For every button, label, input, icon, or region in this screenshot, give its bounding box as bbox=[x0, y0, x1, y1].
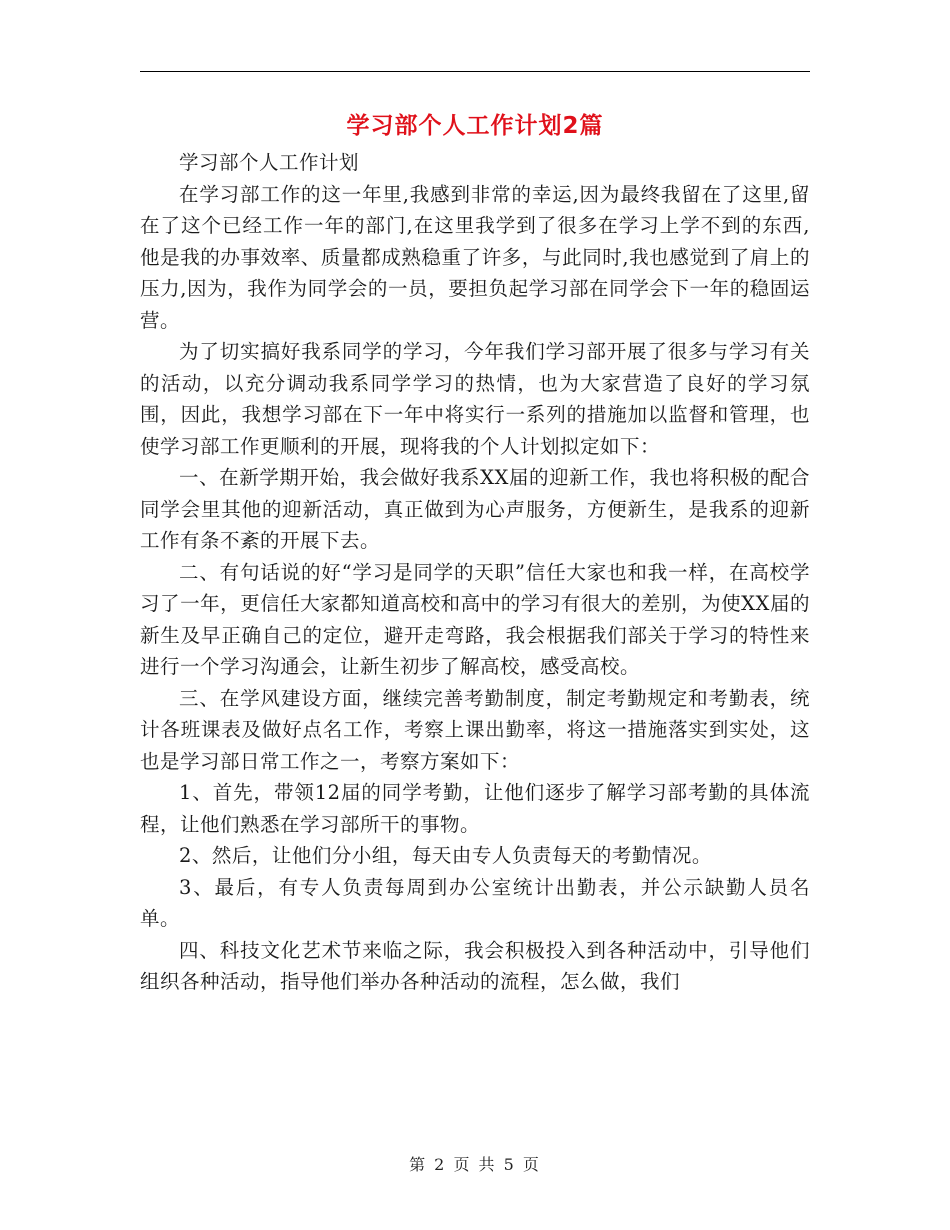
document-subtitle: 学习部个人工作计划 bbox=[179, 151, 360, 174]
paragraph: 1、首先，带领12届的同学考勤，让他们逐步了解学习部考勤的具体流程，让他们熟悉在学习部所干的事物。 bbox=[140, 781, 810, 836]
page-number: 第 2 页 共 5 页 bbox=[409, 1155, 541, 1174]
paragraph: 在学习部工作的这一年里,我感到非常的幸运,因为最终我留在了这里,留在了这个已经工作一年的部门,在这里我学到了很多在学习上学不到的东西,他是我的办事效率、质量都成熟稳重了许多，与此同时,我也感觉到了肩上的压力,因为，我作为同学会的一员，要担负起学习部在同学会下一年的稳固运营。 bbox=[140, 182, 810, 332]
document-body bbox=[140, 147, 810, 998]
header-rule bbox=[140, 71, 810, 72]
document-title: 学习部个人工作计划2篇 bbox=[346, 113, 604, 139]
paragraph: 3、最后，有专人负责每周到办公室统计出勤表，并公示缺勤人员名单。 bbox=[140, 875, 810, 930]
paragraph: 四、科技文化艺术节来临之际，我会积极投入到各种活动中，引导他们组织各种活动，指导他们举办各种活动的流程，怎么做，我们 bbox=[140, 938, 810, 993]
paragraph: 二、有句话说的好“学习是同学的天职”信任大家也和我一样，在高校学习了一年，更信任大家都知道高校和高中的学习有很大的差别，为使XX届的新生及早正确自己的定位，避开走弯路，我会根据我们部关于学习的特性来进行一个学习沟通会，让新生初步了解高校，感受高校。 bbox=[140, 560, 810, 678]
paragraph: 2、然后，让他们分小组，每天由专人负责每天的考勤情况。 bbox=[179, 844, 712, 867]
paragraph: 为了切实搞好我系同学的学习，今年我们学习部开展了很多与学习有关的活动，以充分调动我系同学学习的热情，也为大家营造了良好的学习氛围，因此，我想学习部在下一年中将实行一系列的措施加以监督和管理，也使学习部工作更顺利的开展，现将我的个人计划拟定如下： bbox=[140, 340, 810, 458]
paragraph: 三、在学风建设方面，继续完善考勤制度，制定考勤规定和考勤表，统计各班课表及做好点名工作，考察上课出勤率，将这一措施落实到实处，这也是学习部日常工作之一，考察方案如下： bbox=[140, 686, 810, 773]
paragraph: 一、在新学期开始，我会做好我系XX届的迎新工作，我也将积极的配合同学会里其他的迎新活动，真正做到为心声服务，方便新生，是我系的迎新工作有条不紊的开展下去。 bbox=[140, 466, 810, 552]
